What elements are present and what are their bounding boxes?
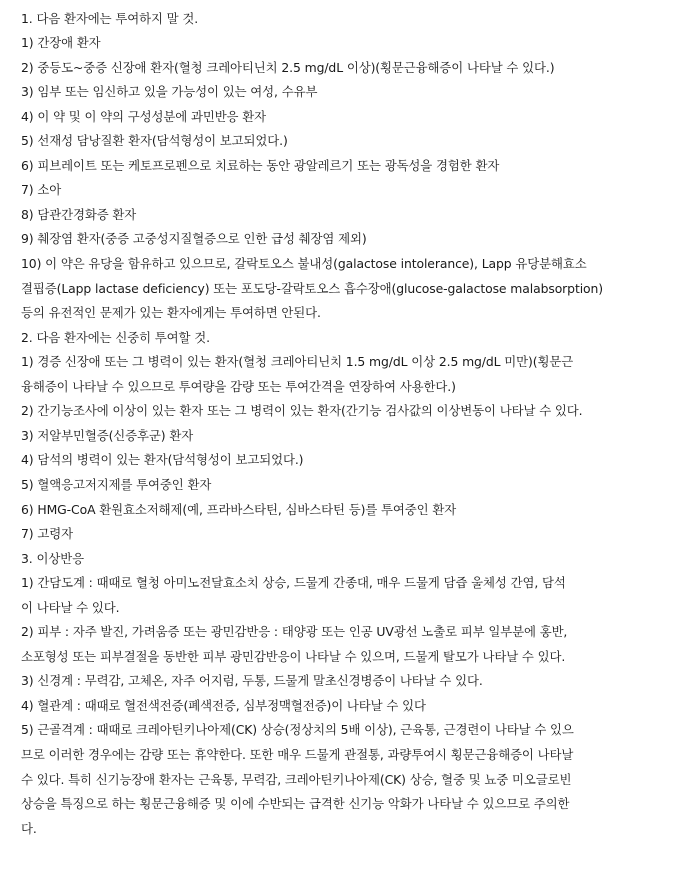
text-line: 3) 저알부민혈증(신증후군) 환자	[21, 427, 194, 443]
text-line: 소포형성 또는 피부결절을 동반한 피부 광민감반응이 나타날 수 있으며, 드물게 탈모가 나타날 수 있다.	[21, 648, 566, 664]
text-line: 3) 임부 또는 임신하고 있을 가능성이 있는 여성, 수유부	[21, 84, 318, 100]
text-line: 4) 혈관계 : 때때로 혈전색전증(폐색전증, 심부정맥혈전증)이 나타날 수 있다	[21, 697, 426, 713]
text-line: 결핍증(Lapp lactase deficiency) 또는 포도당-갈락토오스 흡수장애(glucose-galactose malabsorption)	[21, 280, 604, 296]
text-line: 10) 이 약은 유당을 함유하고 있으므로, 갈락토오스 불내성(galactose intolerance), Lapp 유당분해효소	[21, 256, 587, 271]
text-line: 수 있다. 특히 신기능장애 환자는 근육통, 무력감, 크레아틴키나아제(CK) 상승, 혈중 및 뇨중 미오글로빈	[21, 771, 572, 787]
text-line: 3) 신경계 : 무력감, 고체온, 자주 어지럼, 두통, 드물게 말초신경병증이 나타날 수 있다.	[21, 673, 483, 689]
text-line: 1. 다음 환자에는 투여하지 말 것.	[21, 10, 199, 26]
text-line: 8) 담관간경화증 환자	[21, 206, 137, 222]
text-line: 4) 이 약 및 이 약의 구성성분에 과민반응 환자	[21, 108, 267, 124]
text-line: 1) 간담도계 : 때때로 혈청 아미노전달효소치 상승, 드물게 간종대, 매우 드물게 담즙 울체성 간염, 담석	[21, 575, 566, 591]
text-line: 2) 중등도~중증 신장애 환자(혈청 크레아티닌치 2.5 mg/dL 이상)(횡문근융해증이 나타날 수 있다.)	[21, 59, 555, 75]
text-line: 므로 이러한 경우에는 감량 또는 휴약한다. 또한 매우 드물게 관절통, 과량투여시 횡문근융해증이 나타날	[21, 747, 574, 762]
text-line: 융해증이 나타날 수 있으므로 투여량을 감량 또는 투여간격을 연장하여 사용한다.)	[21, 378, 456, 394]
text-line: 2. 다음 환자에는 신중히 투여할 것.	[21, 329, 210, 345]
text-line: 5) 근골격계 : 때때로 크레아틴키나아제(CK) 상승(정상치의 5배 이상), 근육통, 근경련이 나타날 수 있으	[21, 722, 574, 738]
text-line: 2) 피부 : 자주 발진, 가려움증 또는 광민감반응 : 태양광 또는 인공 UV광선 노출로 피부 일부분에 홍반,	[21, 624, 568, 640]
text-line: 다.	[21, 820, 37, 836]
text-line: 4) 담석의 병력이 있는 환자(담석형성이 보고되었다.)	[21, 452, 304, 468]
text-line: 5) 혈액응고저지제를 투여중인 환자	[21, 476, 212, 492]
text-line: 1) 경증 신장애 또는 그 병력이 있는 환자(혈청 크레아티닌치 1.5 mg/dL 이상 2.5 mg/dL 미만)(횡문근	[21, 354, 574, 370]
text-line: 이 나타날 수 있다.	[21, 599, 120, 615]
text-line: 5) 선재성 담낭질환 환자(담석형성이 보고되었다.)	[21, 133, 288, 149]
text-line: 상승을 특징으로 하는 횡문근융해증 및 이에 수반되는 급격한 신기능 악화가 나타날 수 있으므로 주의한	[21, 796, 570, 812]
text-line: 1) 간장애 환자	[21, 35, 101, 51]
text-line: 7) 고령자	[21, 526, 73, 542]
text-line: 6) HMG-CoA 환원효소저해제(예, 프라바스타틴, 심바스타틴 등)를 투여중인 환자	[21, 501, 457, 517]
text-line: 등의 유전적인 문제가 있는 환자에게는 투여하면 안된다.	[21, 305, 321, 321]
text-line: 6) 피브레이트 또는 케토프로펜으로 치료하는 동안 광알레르기 또는 광독성을 경험한 환자	[21, 157, 500, 173]
text-line: 9) 췌장염 환자(중증 고중성지질혈증으로 인한 급성 췌장염 제외)	[21, 231, 367, 247]
text-line: 7) 소아	[21, 182, 62, 198]
text-line: 3. 이상반응	[21, 550, 84, 566]
text-line: 2) 간기능조사에 이상이 있는 환자 또는 그 병력이 있는 환자(간기능 검사값의 이상변동이 나타날 수 있다.	[21, 403, 583, 419]
